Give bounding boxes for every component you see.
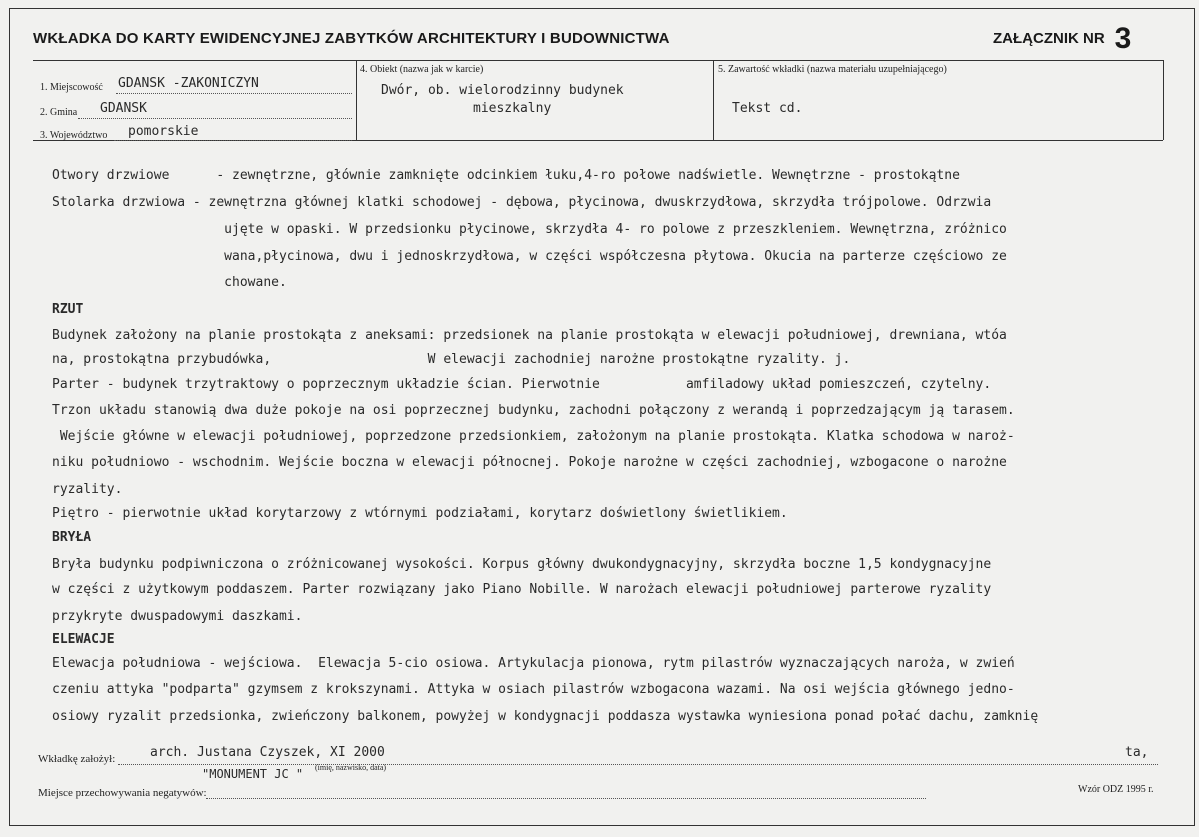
- miejscowosc-value: GDANSK -ZAKONICZYN: [118, 76, 259, 91]
- form-title: WKŁADKA DO KARTY EWIDENCYJNEJ ZABYTKÓW ARCHITEKTURY I BUDOWNICTWA: [33, 30, 670, 47]
- body-line: Bryła budynku podpiwniczona o zróżnicowanej wysokości. Korpus główny dwukondygnacyjny, skrzydła boczne 1,5 kondygnacyjne: [52, 557, 992, 572]
- obiekt-label: 4. Obiekt (nazwa jak w karcie): [360, 64, 484, 75]
- body-line: Piętro - pierwotnie układ korytarzowy z wtórnymi podziałami, korytarz doświetlony świetlikiem.: [52, 506, 788, 521]
- name-date-caption: (imię, nazwisko, data): [315, 763, 387, 772]
- header-top-rule: [33, 60, 1163, 61]
- column-divider-3: [1163, 60, 1164, 140]
- body-line: w części z użytkowym poddaszem. Parter rozwiązany jako Piano Nobille. W narożach elewacji południowej parterowe ryzality: [52, 582, 992, 597]
- body-line: Budynek założony na planie prostokąta z aneksami: przedsionek na planie prostokąta w elewacji południowej, drewniana, wtóa: [52, 328, 1007, 343]
- body-line: ryzality.: [52, 482, 123, 497]
- zawartosc-value: Tekst cd.: [732, 101, 803, 116]
- body-line: Parter - budynek trzytraktowy o poprzecznym układzie ścian. Pierwotnie amfiladowy układ pomieszczeń, czytelny.: [52, 377, 992, 392]
- section-heading: BRYŁA: [52, 530, 92, 545]
- column-divider-2: [713, 60, 714, 140]
- body-line: Otwory drzwiowe - zewnętrzne, głównie zamknięte odcinkiem łuku,4-ro połowe nadświetle. Wewnętrzne - prostokątne: [52, 168, 960, 183]
- zalozyl-label: Wkładkę założył:: [38, 753, 116, 765]
- body-line: Wejście główne w elewacji południowej, poprzedzone przedsionkiem, założonym na planie prostokąta. Klatka schodowa w naroż-: [52, 429, 1015, 444]
- wojewodztwo-underline: [114, 140, 352, 141]
- zalozyl-underline: [118, 764, 1158, 765]
- gmina-underline: [78, 118, 352, 119]
- body-line: Stolarka drzwiowa - zewnętrzna głównej klatki schodowej - dębowa, płycinowa, dwuskrzydłowa, skrzydła trójpolowe. Odrzwia: [52, 195, 992, 210]
- section-heading: ELEWACJE: [52, 632, 115, 647]
- body-line: Trzon układu stanowią dwa duże pokoje na osi poprzecznej budynku, zachodni połączony z werandą i poprzedzającym ją tarasem.: [52, 403, 1015, 418]
- form-version: Wzór ODZ 1995 r.: [1078, 784, 1154, 795]
- body-line: Elewacja południowa - wejściowa. Elewacja 5-cio osiowa. Artykulacja pionowa, rytm pilastrów wyznaczających naroża, w zwień: [52, 656, 1015, 671]
- body-line: wana,płycinowa, dwu i jednoskrzydłowa, w części współczesna płytowa. Okucia na parterze częściowo ze: [52, 249, 1007, 264]
- column-divider-1: [356, 60, 357, 140]
- obiekt-value-line1: Dwór, ob. wielorodzinny budynek: [381, 83, 624, 98]
- monument-text: "MONUMENT JC ": [202, 767, 304, 781]
- miejscowosc-label: 1. Miejscowość: [40, 82, 103, 93]
- body-line: na, prostokątna przybudówka, W elewacji zachodniej narożne prostokątne ryzality. j.: [52, 352, 851, 367]
- zawartosc-label: 5. Zawartość wkładki (nazwa materiału uzupełniającego): [718, 64, 947, 75]
- annex-text: ZAŁĄCZNIK NR: [993, 30, 1105, 47]
- annex-label: [993, 22, 1131, 56]
- body-line: przykryte dwuspadowymi daszkami.: [52, 609, 303, 624]
- body-line: chowane.: [52, 275, 287, 290]
- obiekt-value-line2: mieszkalny: [473, 101, 552, 116]
- body-line: niku południowo - wschodnim. Wejście boczna w elewacji północnej. Pokoje narożne w części zachodniej, wzbogacone o narożne: [52, 455, 1007, 470]
- wojewodztwo-value: pomorskie: [128, 124, 199, 139]
- body-line: czeniu attyka "podparta" gzymsem z krokszynami. Attyka w osiach pilastrów wzbogacona wazami. Na osi wejścia głównego jedno-: [52, 682, 1015, 697]
- gmina-label: 2. Gmina: [40, 107, 78, 118]
- body-line: ujęte w opaski. W przedsionku płycinowe, skrzydła 4- ro polowe z przeszkleniem. Wewnętrzna, zróżnico: [52, 222, 1007, 237]
- section-heading: RZUT: [52, 302, 84, 317]
- annex-number: 3: [1114, 22, 1132, 55]
- gmina-value: GDANSK: [100, 101, 147, 116]
- zalozyl-value: arch. Justana Czyszek, XI 2000: [150, 745, 385, 760]
- miejscowosc-underline: [116, 93, 352, 94]
- wojewodztwo-label: 3. Województwo: [40, 130, 108, 141]
- body-line: osiowy ryzalit przedsionka, zwieńczony balkonem, powyżej w kondygnacji poddasza wystawka wyniesiona ponad połać dachu, zamknię: [52, 709, 1039, 724]
- continuation-text: ta,: [1125, 745, 1149, 760]
- negatywy-label: Miejsce przechowywania negatywów:: [38, 787, 207, 799]
- negatywy-underline: [206, 798, 926, 799]
